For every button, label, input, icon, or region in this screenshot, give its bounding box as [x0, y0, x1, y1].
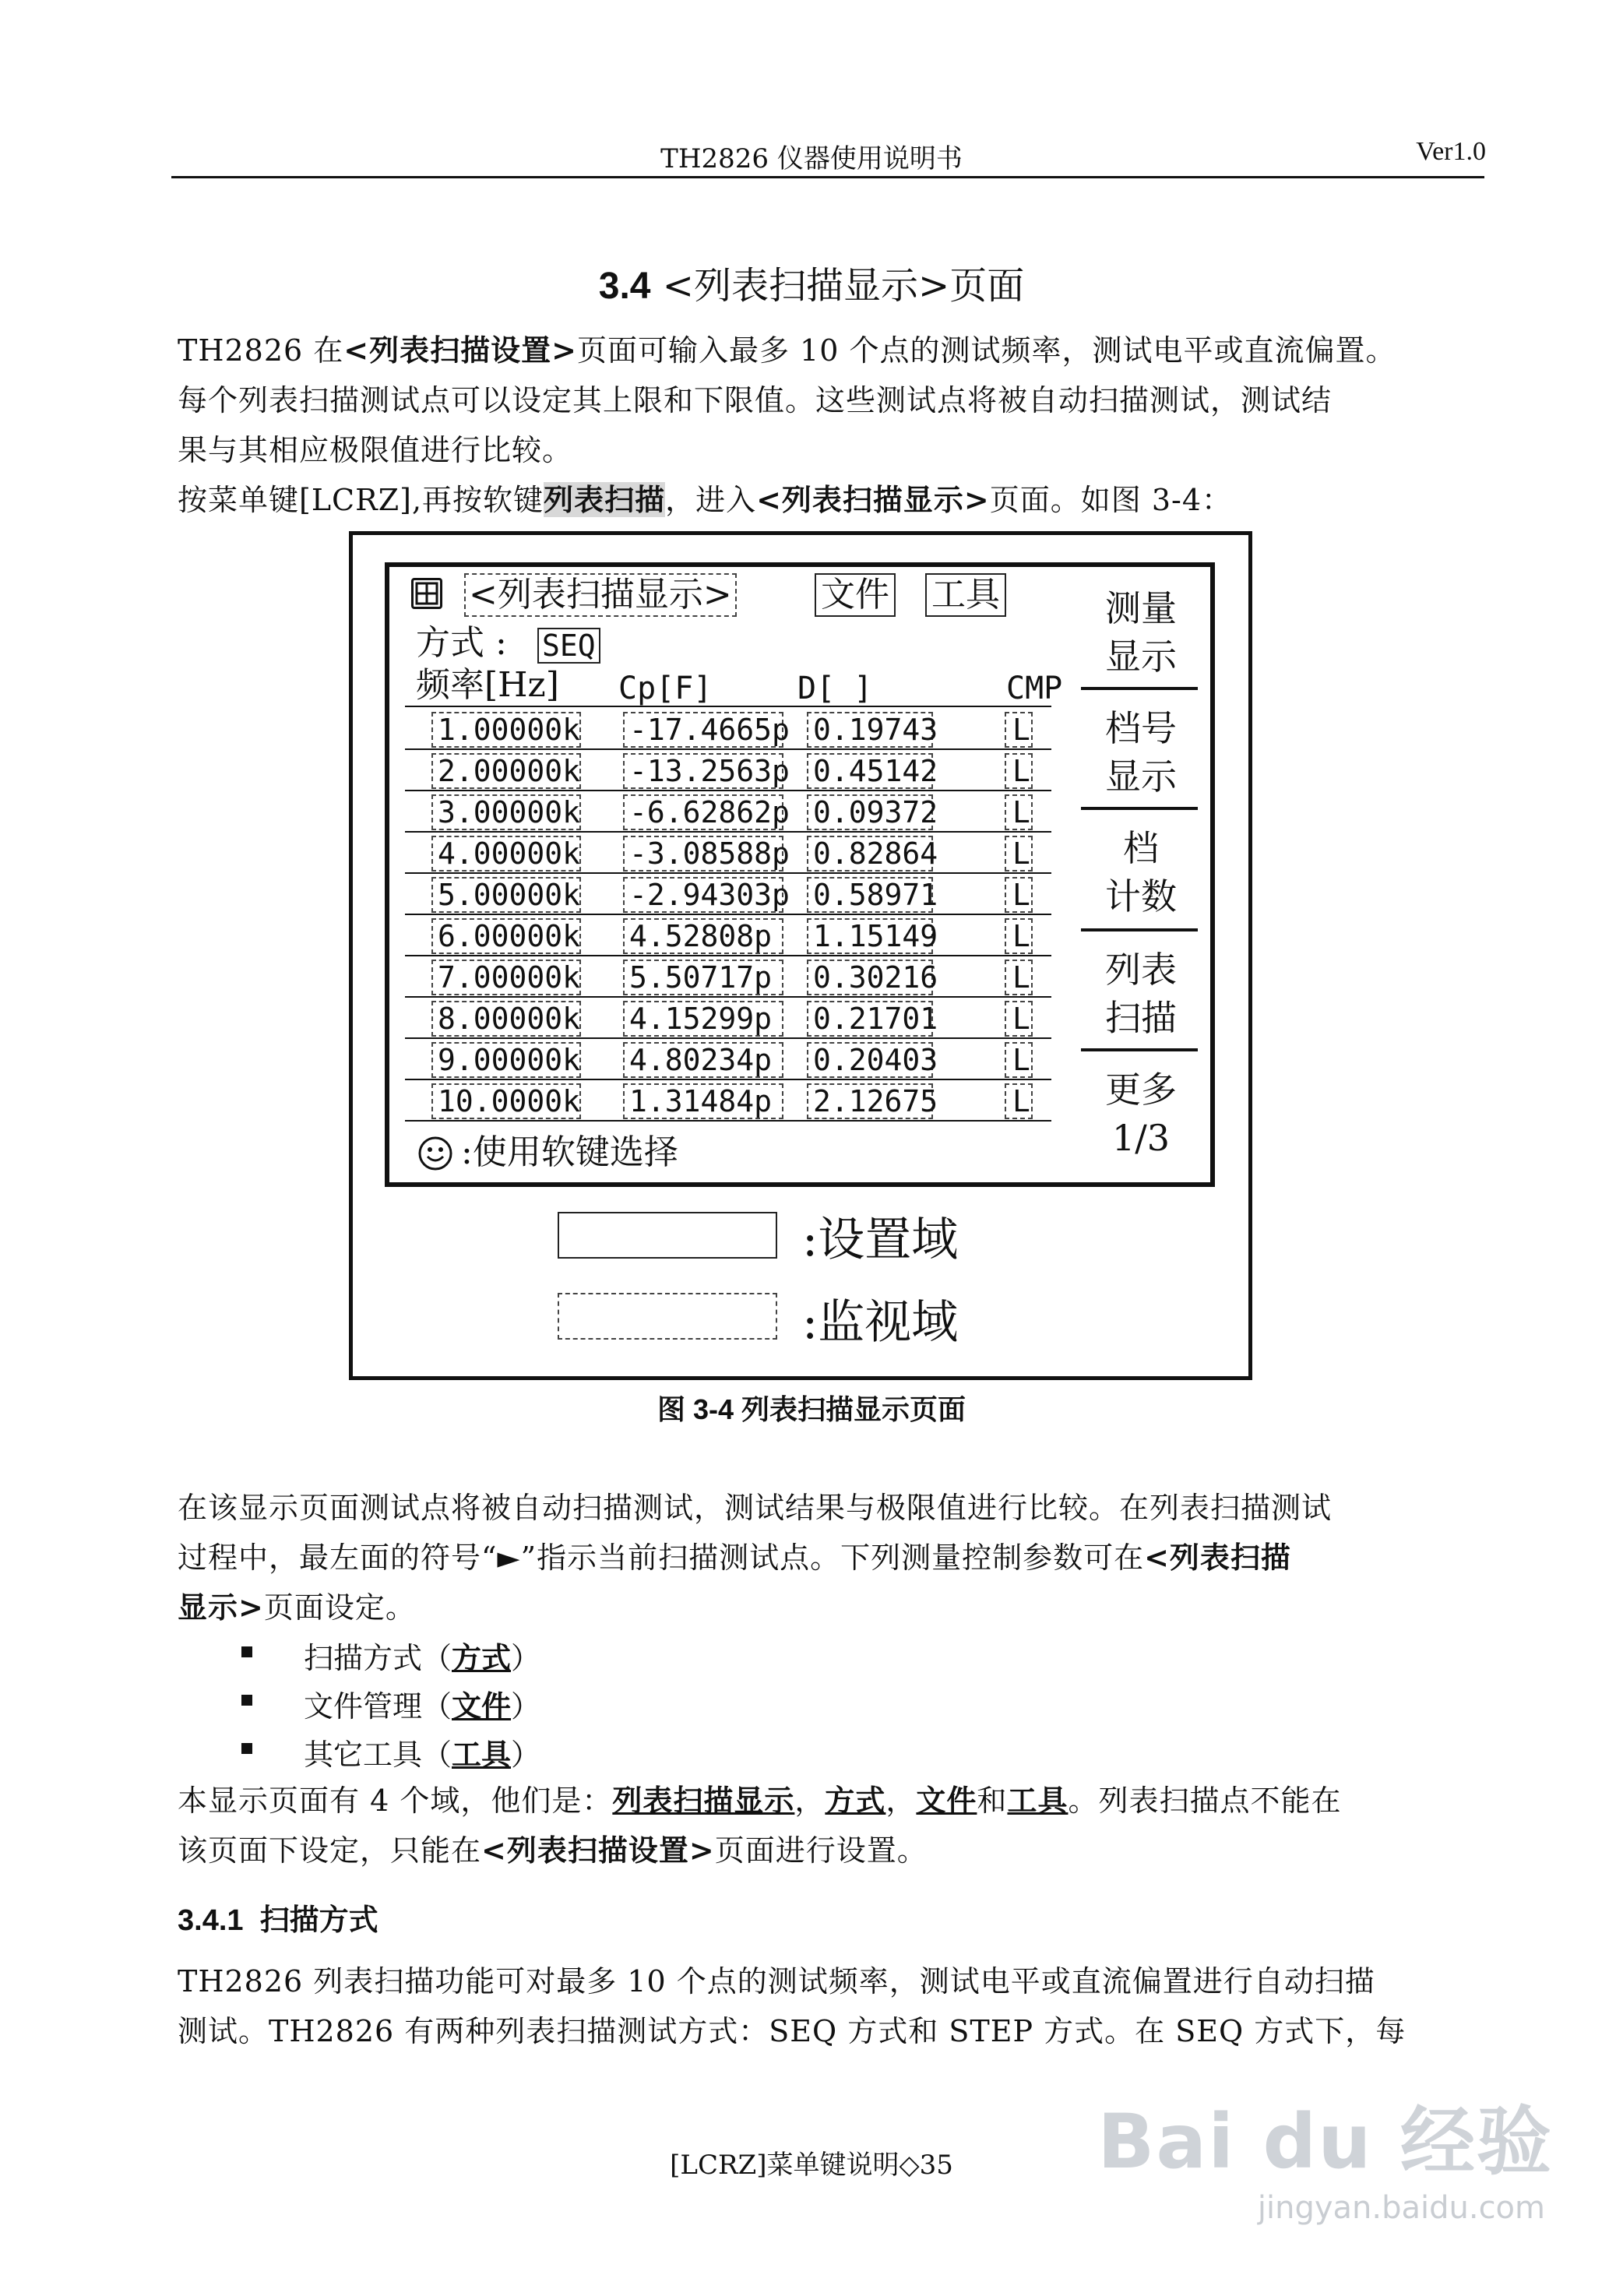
d-cell: 0.45142	[807, 753, 933, 789]
cmp-cell: L	[1005, 1083, 1033, 1119]
legend-monitor-label: :监视域	[802, 1295, 959, 1350]
cp-cell: -17.4665p	[623, 712, 783, 748]
intro-line-1: TH2826 在<列表扫描设置>页面可输入最多 10 个点的测试频率，测试电平或直流偏置。	[178, 333, 1396, 368]
row-divider	[405, 748, 1051, 750]
cp-cell: -2.94303p	[623, 877, 783, 913]
bullet-item: 扫描方式（方式）	[241, 1634, 864, 1676]
freq-cell: 1.00000k	[431, 712, 581, 748]
watermark-url: jingyan.baidu.com	[1257, 2190, 1545, 2226]
softkey-bin-no-display[interactable]: 档号 显示	[1105, 707, 1177, 798]
cp-cell: -13.2563p	[623, 753, 783, 789]
row-divider	[405, 790, 1051, 791]
bullet-marker	[241, 1695, 252, 1706]
running-header-version: Ver1.0	[1416, 137, 1486, 166]
intro-line-4: 按菜单键[LCRZ],再按软键列表扫描，进入<列表扫描显示>页面。如图 3-4：	[178, 482, 1233, 517]
d-cell: 0.19743	[807, 712, 933, 748]
legend-set-box	[558, 1212, 777, 1259]
cp-cell: 4.52808p	[623, 918, 783, 954]
subsection-title: 3.4.1 扫描方式	[178, 1904, 378, 1937]
cp-cell: -3.08588p	[623, 836, 783, 872]
freq-cell: 8.00000k	[431, 1001, 581, 1037]
p3-line-1: 本显示页面有 4 个域，他们是：列表扫描显示，方式，文件和工具。列表扫描点不能在	[178, 1783, 1342, 1818]
cp-cell: 1.31484p	[623, 1083, 783, 1119]
d-cell: 1.15149	[807, 918, 933, 954]
status-message: :使用软键选择	[461, 1132, 678, 1172]
link-tools: 工具	[452, 1737, 512, 1772]
softkey-divider	[1081, 807, 1198, 810]
mode-field[interactable]: SEQ	[537, 628, 600, 664]
link-mode: 方式	[452, 1640, 512, 1675]
p4-line-2: 测试。TH2826 有两种列表扫描测试方式：SEQ 方式和 STEP 方式。在 SEQ 方式下，每	[178, 2014, 1406, 2048]
section-title-text: <列表扫描显示>页面	[662, 264, 1025, 308]
softkey-divider	[1081, 1048, 1198, 1051]
freq-cell: 6.00000k	[431, 918, 581, 954]
screen-title: <列表扫描显示>	[464, 573, 737, 617]
cp-cell: -6.62862p	[623, 794, 783, 830]
header-divider	[405, 706, 1051, 707]
section-number: 3.4	[598, 266, 651, 307]
col-header-cp: Cp[F]	[618, 671, 713, 706]
row-divider	[405, 1079, 1051, 1080]
cmp-cell: L	[1005, 960, 1033, 995]
tools-button[interactable]: 工具	[925, 573, 1006, 617]
bullet-item: 文件管理（文件）	[241, 1682, 864, 1724]
d-cell: 0.58971	[807, 877, 933, 913]
intro-line-2: 每个列表扫描测试点可以设定其上限和下限值。这些测试点将被自动扫描测试，测试结	[178, 383, 1333, 417]
bullet-marker	[241, 1743, 252, 1754]
bullet-item: 其它工具（工具）	[241, 1731, 864, 1773]
legend-monitor-box	[558, 1293, 777, 1340]
running-header-title: TH2826 仪器使用说明书	[660, 143, 963, 174]
legend-set-label: :设置域	[802, 1213, 959, 1267]
col-header-cmp: CMP	[1006, 671, 1063, 706]
row-divider	[405, 996, 1051, 998]
row-divider	[405, 831, 1051, 833]
softkey-more[interactable]: 更多 1/3	[1105, 1069, 1177, 1159]
paragraph-4	[178, 1956, 1455, 2056]
p2-line-3: 显示>页面设定。	[178, 1590, 416, 1625]
freq-cell: 7.00000k	[431, 960, 581, 995]
cp-cell: 5.50717p	[623, 960, 783, 995]
cmp-cell: L	[1005, 918, 1033, 954]
file-button[interactable]: 文件	[815, 573, 896, 617]
cmp-cell: L	[1005, 1001, 1033, 1037]
freq-cell: 3.00000k	[431, 794, 581, 830]
d-cell: 0.21701	[807, 1001, 933, 1037]
d-cell: 0.82864	[807, 836, 933, 872]
freq-cell: 5.00000k	[431, 877, 581, 913]
cmp-cell: L	[1005, 877, 1033, 913]
softkey-divider	[1081, 928, 1198, 931]
paragraph-2	[178, 1483, 1455, 1632]
d-cell: 0.20403	[807, 1042, 933, 1078]
watermark-logo: Bai du 经验	[1097, 2098, 1553, 2185]
d-cell: 2.12675	[807, 1083, 933, 1119]
row-divider	[405, 914, 1051, 915]
row-divider	[405, 955, 1051, 956]
link-file: 文件	[452, 1689, 512, 1724]
row-divider	[405, 1037, 1051, 1039]
d-cell: 0.30216	[807, 960, 933, 995]
cmp-cell: L	[1005, 712, 1033, 748]
softkey-measure-display[interactable]: 测量 显示	[1105, 587, 1177, 678]
freq-cell: 10.0000k	[431, 1083, 581, 1119]
col-header-freq: 频率[Hz]	[416, 665, 559, 705]
smiley-icon	[417, 1136, 453, 1171]
softkey-list-sweep[interactable]: 列表 扫描	[1105, 949, 1177, 1039]
d-cell: 0.09372	[807, 794, 933, 830]
freq-cell: 9.00000k	[431, 1042, 581, 1078]
intro-line-3: 果与其相应极限值进行比较。	[178, 433, 573, 467]
cmp-cell: L	[1005, 794, 1033, 830]
bullet-marker	[241, 1646, 252, 1657]
p2-line-2: 过程中，最左面的符号“►”指示当前扫描测试点。下列测量控制参数可在<列表扫描	[178, 1540, 1291, 1575]
lock-icon	[411, 578, 442, 609]
row-divider	[405, 1120, 1051, 1122]
cmp-cell: L	[1005, 1042, 1033, 1078]
freq-cell: 4.00000k	[431, 836, 581, 872]
mode-label: 方式 :	[416, 623, 507, 663]
page-footer: [LCRZ]菜单键说明◇35	[670, 2150, 953, 2181]
cmp-cell: L	[1005, 753, 1033, 789]
softkey-divider	[1081, 687, 1198, 690]
p4-line-1: TH2826 列表扫描功能可对最多 10 个点的测试频率，测试电平或直流偏置进行自动扫描	[178, 1964, 1375, 1998]
figure-caption: 图 3-4 列表扫描显示页面	[657, 1393, 966, 1425]
header-rule	[171, 176, 1484, 178]
paragraph-3	[178, 1776, 1455, 1875]
cp-cell: 4.80234p	[623, 1042, 783, 1078]
cmp-cell: L	[1005, 836, 1033, 872]
p2-line-1: 在该显示页面测试点将被自动扫描测试，测试结果与极限值进行比较。在列表扫描测试	[178, 1491, 1333, 1525]
intro-paragraph	[178, 326, 1455, 525]
row-divider	[405, 872, 1051, 874]
freq-cell: 2.00000k	[431, 753, 581, 789]
softkey-bin-count[interactable]: 档 计数	[1105, 827, 1177, 917]
section-title	[0, 255, 1623, 309]
col-header-d: D[ ]	[797, 671, 873, 706]
p3-line-2: 该页面下设定，只能在<列表扫描设置>页面进行设置。	[178, 1833, 928, 1868]
cp-cell: 4.15299p	[623, 1001, 783, 1037]
